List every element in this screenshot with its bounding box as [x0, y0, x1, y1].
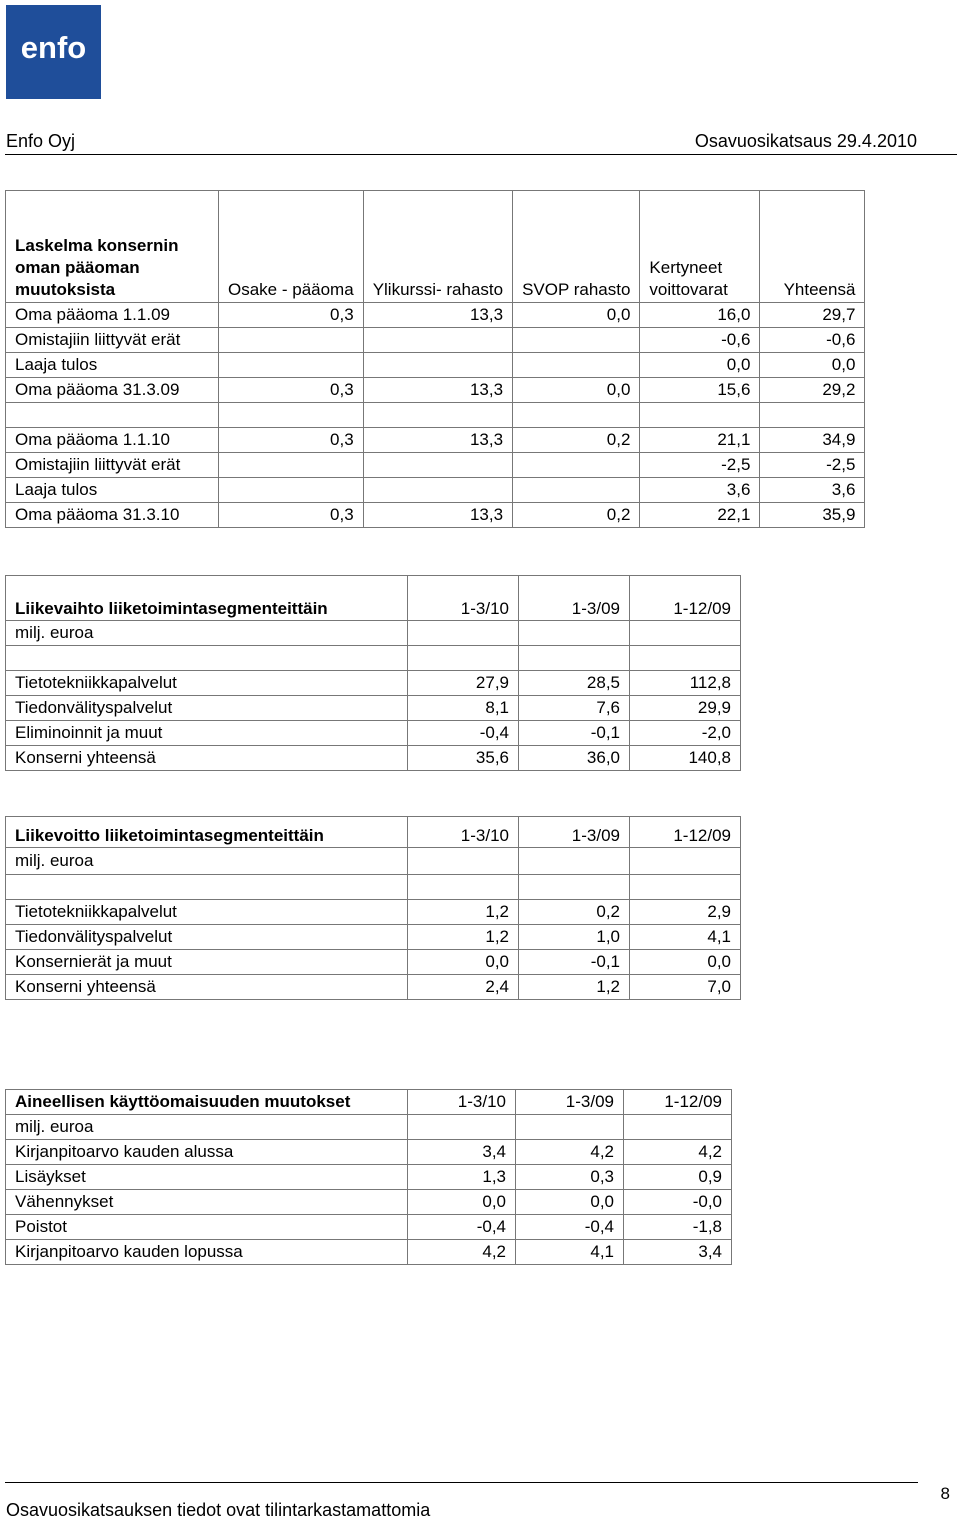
cell-value: 112,8 — [630, 671, 741, 696]
revenue-title: Liikevaihto liiketoimintasegmenteittäin — [6, 576, 408, 621]
cell-value: 15,6 — [640, 378, 760, 403]
cell-value: 21,1 — [640, 428, 760, 453]
cell-value: -2,5 — [760, 453, 865, 478]
cell-value: 1,2 — [408, 900, 519, 925]
row-label: Oma pääoma 1.1.09 — [6, 303, 219, 328]
cell-value: 0,3 — [219, 303, 364, 328]
cell-value: -1,8 — [624, 1215, 732, 1240]
cell-value: 0,3 — [219, 503, 364, 528]
cell-value — [363, 353, 512, 378]
footer-divider — [5, 1482, 918, 1483]
cell-value: 29,2 — [760, 378, 865, 403]
cell-value: -0,4 — [408, 1215, 516, 1240]
cell-value: 4,2 — [408, 1240, 516, 1265]
unit-row — [6, 621, 741, 646]
col-header: 1-3/09 — [519, 576, 630, 621]
cell-value — [363, 453, 512, 478]
cell-value: 29,7 — [760, 303, 865, 328]
cell-value: 2,4 — [408, 975, 519, 1000]
table-header-row — [6, 576, 741, 621]
cell-value: -2,0 — [630, 721, 741, 746]
row-label: Konsernierät ja muut — [6, 950, 408, 975]
cell-value: 13,3 — [363, 503, 512, 528]
spacer-row — [6, 875, 741, 900]
cell-value — [219, 328, 364, 353]
row-label: Tiedonvälityspalvelut — [6, 696, 408, 721]
cell-value: 0,3 — [516, 1165, 624, 1190]
col-header: Ylikurssi- rahasto — [363, 191, 512, 303]
row-label: Kirjanpitoarvo kauden alussa — [6, 1140, 408, 1165]
footer-note: Osavuosikatsauksen tiedot ovat tilintarkastamattomia — [6, 1500, 431, 1520]
col-header: 1-3/10 — [408, 1090, 516, 1115]
unit-row — [6, 848, 741, 875]
row-label: Tietotekniikkapalvelut — [6, 900, 408, 925]
row-label: Tietotekniikkapalvelut — [6, 671, 408, 696]
cell-value: -0,4 — [408, 721, 519, 746]
cell-value: 3,6 — [640, 478, 760, 503]
table-row — [6, 353, 865, 378]
row-label: Poistot — [6, 1215, 408, 1240]
table-row — [6, 453, 865, 478]
revenue-by-segment-table — [5, 575, 741, 771]
report-title: Osavuosikatsaus 29.4.2010 — [694, 131, 917, 151]
col-header: SVOP rahasto — [513, 191, 640, 303]
unit-label: milj. euroa — [6, 848, 408, 875]
cell-value: 0,3 — [219, 378, 364, 403]
table-row — [6, 950, 741, 975]
cell-value — [513, 353, 640, 378]
cell-value: 35,6 — [408, 746, 519, 771]
unit-label: milj. euroa — [6, 621, 408, 646]
row-label: Laaja tulos — [6, 353, 219, 378]
row-label: Konserni yhteensä — [6, 746, 408, 771]
unit-row — [6, 1115, 732, 1140]
table-row — [6, 925, 741, 950]
col-header: Kertyneet voittovarat — [640, 191, 760, 303]
table-header-row — [6, 817, 741, 848]
cell-value — [363, 403, 512, 428]
cell-value — [513, 328, 640, 353]
cell-value — [219, 478, 364, 503]
table-row — [6, 378, 865, 403]
col-header: 1-3/09 — [516, 1090, 624, 1115]
col-header: 1-3/09 — [519, 817, 630, 848]
profit-by-segment-table — [5, 816, 741, 1000]
cell-value: 4,2 — [624, 1140, 732, 1165]
table-row — [6, 303, 865, 328]
asset-changes-table — [5, 1089, 732, 1265]
table-row — [6, 746, 741, 771]
cell-value — [219, 353, 364, 378]
cell-value: 3,6 — [760, 478, 865, 503]
cell-value: 1,3 — [408, 1165, 516, 1190]
cell-value: 0,2 — [513, 428, 640, 453]
assets-title: Aineellisen käyttöomaisuuden muutokset — [6, 1090, 408, 1115]
row-label: Omistajiin liittyvät erät — [6, 328, 219, 353]
equity-title: Laskelma konsernin oman pääoman muutoksista — [6, 191, 219, 303]
row-label: Laaja tulos — [6, 478, 219, 503]
cell-value: 0,0 — [760, 353, 865, 378]
table-row — [6, 428, 865, 453]
page-number: 8 — [940, 1484, 950, 1503]
table-row — [6, 1140, 732, 1165]
cell-value: 28,5 — [519, 671, 630, 696]
cell-value: 0,2 — [513, 503, 640, 528]
table-row — [6, 503, 865, 528]
row-label: Eliminoinnit ja muut — [6, 721, 408, 746]
table-row — [6, 1165, 732, 1190]
table-row — [6, 403, 865, 428]
logo-text: enfo — [20, 30, 87, 65]
cell-value: 3,4 — [408, 1140, 516, 1165]
cell-value: 36,0 — [519, 746, 630, 771]
cell-value: 35,9 — [760, 503, 865, 528]
cell-value: 0,0 — [408, 950, 519, 975]
cell-value: -2,5 — [640, 453, 760, 478]
cell-value: 0,0 — [408, 1190, 516, 1215]
cell-value: 2,9 — [630, 900, 741, 925]
row-label: Omistajiin liittyvät erät — [6, 453, 219, 478]
cell-value — [760, 403, 865, 428]
table-row — [6, 1190, 732, 1215]
col-header: 1-12/09 — [630, 576, 741, 621]
profit-title: Liikevoitto liiketoimintasegmenteittäin — [6, 817, 408, 848]
cell-value: 8,1 — [408, 696, 519, 721]
row-label: Oma pääoma 31.3.10 — [6, 503, 219, 528]
row-label: Lisäykset — [6, 1165, 408, 1190]
col-header: 1-3/10 — [408, 817, 519, 848]
table-header-row — [6, 191, 865, 303]
table-row — [6, 1215, 732, 1240]
table-header-row — [6, 1090, 732, 1115]
cell-value — [640, 403, 760, 428]
row-label: Vähennykset — [6, 1190, 408, 1215]
cell-value: 13,3 — [363, 428, 512, 453]
cell-value: 0,2 — [519, 900, 630, 925]
table-row — [6, 328, 865, 353]
cell-value: 4,1 — [516, 1240, 624, 1265]
equity-changes-table — [5, 190, 865, 528]
row-label: Tiedonvälityspalvelut — [6, 925, 408, 950]
table-row — [6, 696, 741, 721]
col-header: 1-12/09 — [630, 817, 741, 848]
cell-value — [219, 453, 364, 478]
spacer-row — [6, 646, 741, 671]
cell-value: 0,0 — [640, 353, 760, 378]
cell-value: 0,0 — [516, 1190, 624, 1215]
cell-value: -0,1 — [519, 721, 630, 746]
table-row — [6, 721, 741, 746]
cell-value: -0,0 — [624, 1190, 732, 1215]
table-row — [6, 671, 741, 696]
cell-value: 0,9 — [624, 1165, 732, 1190]
cell-value: 34,9 — [760, 428, 865, 453]
cell-value: 22,1 — [640, 503, 760, 528]
cell-value — [219, 403, 364, 428]
col-header: Yhteensä — [760, 191, 865, 303]
cell-value: 4,1 — [630, 925, 741, 950]
cell-value: -0,4 — [516, 1215, 624, 1240]
header-divider — [5, 154, 957, 155]
cell-value: 16,0 — [640, 303, 760, 328]
cell-value: 13,3 — [363, 303, 512, 328]
cell-value: 4,2 — [516, 1140, 624, 1165]
cell-value: 0,0 — [630, 950, 741, 975]
cell-value: 1,2 — [408, 925, 519, 950]
col-header: 1-3/10 — [408, 576, 519, 621]
cell-value: 1,0 — [519, 925, 630, 950]
cell-value — [513, 478, 640, 503]
table-row — [6, 478, 865, 503]
row-label — [6, 403, 219, 428]
company-name: Enfo Oyj — [6, 131, 76, 151]
cell-value: -0,6 — [760, 328, 865, 353]
cell-value: 3,4 — [624, 1240, 732, 1265]
cell-value: 1,2 — [519, 975, 630, 1000]
cell-value — [513, 403, 640, 428]
row-label: Oma pääoma 1.1.10 — [6, 428, 219, 453]
cell-value: 0,3 — [219, 428, 364, 453]
cell-value: -0,1 — [519, 950, 630, 975]
cell-value: 13,3 — [363, 378, 512, 403]
col-header: 1-12/09 — [624, 1090, 732, 1115]
cell-value: 140,8 — [630, 746, 741, 771]
table-row — [6, 1240, 732, 1265]
cell-value — [363, 328, 512, 353]
enfo-logo — [6, 5, 101, 99]
cell-value: 0,0 — [513, 303, 640, 328]
cell-value: -0,6 — [640, 328, 760, 353]
cell-value: 7,6 — [519, 696, 630, 721]
cell-value: 27,9 — [408, 671, 519, 696]
col-header: Osake - pääoma — [219, 191, 364, 303]
table-row — [6, 975, 741, 1000]
cell-value: 7,0 — [630, 975, 741, 1000]
row-label: Oma pääoma 31.3.09 — [6, 378, 219, 403]
cell-value — [363, 478, 512, 503]
table-row — [6, 900, 741, 925]
unit-label: milj. euroa — [6, 1115, 408, 1140]
cell-value — [513, 453, 640, 478]
cell-value: 0,0 — [513, 378, 640, 403]
row-label: Kirjanpitoarvo kauden lopussa — [6, 1240, 408, 1265]
row-label: Konserni yhteensä — [6, 975, 408, 1000]
cell-value: 29,9 — [630, 696, 741, 721]
